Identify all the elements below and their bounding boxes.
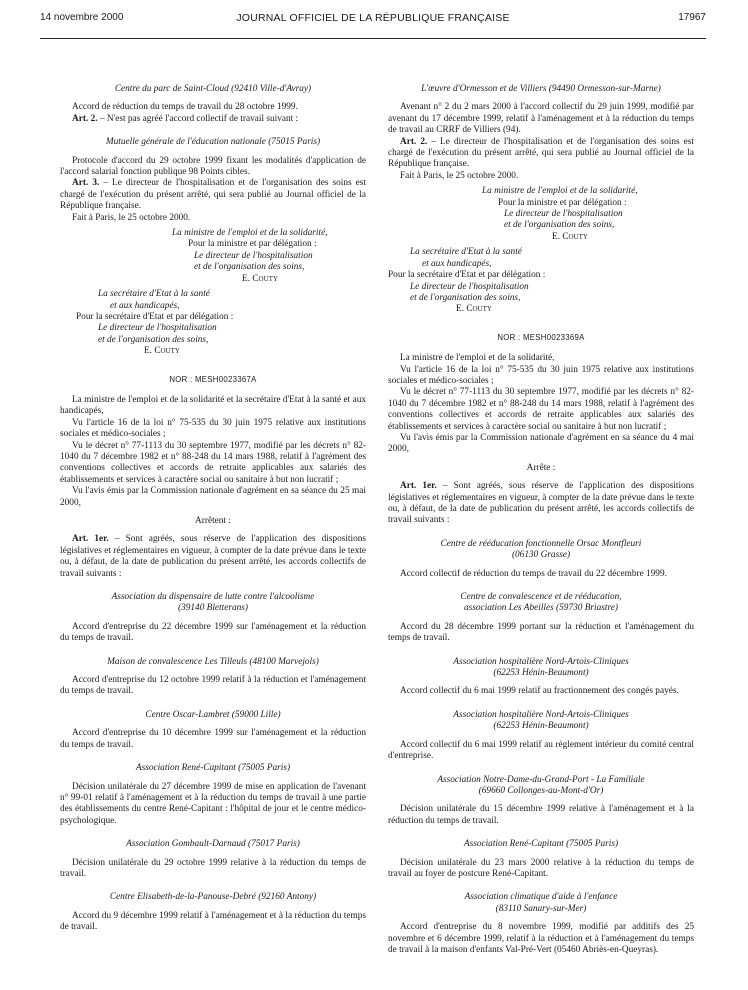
article-label: Art. 3. — [72, 178, 100, 189]
article-label: Art. 1er. — [400, 481, 437, 492]
paragraph: Accord d'entreprise du 10 décembre 1999 sur l'aménagement et la réduction du temps de travail. — [60, 728, 366, 750]
signature-line: Pour la ministre et par délégation : — [188, 239, 317, 250]
nor-reference: NOR : MESH0023369A — [497, 332, 585, 342]
signature-line: et aux handicapés, — [422, 258, 492, 269]
signature-line: et aux handicapés, — [110, 300, 180, 311]
establishment-title: Centre Oscar-Lambret (59000 Lille) — [145, 709, 281, 720]
paragraph: Décision unilatérale du 23 mars 2000 relative à la réduction du temps de travail au foyer de postcure René-Capitant. — [388, 857, 694, 879]
right-column — [388, 84, 694, 956]
paragraph: Décision unilatérale du 15 décembre 1999 relative à l'aménagement et à la réduction du temps de travail. — [388, 804, 694, 826]
establishment-title: Centre de rééducation fonctionnelle Orsac Montfleuri — [440, 538, 642, 549]
signature-line: et de l'organisation des soins, — [194, 262, 305, 273]
establishment-location: (62253 Hénin-Beaumont) — [493, 721, 589, 732]
arrete-heading: Arrête : — [526, 462, 556, 473]
signature-line: Le directeur de l'hospitalisation — [504, 209, 623, 220]
article-text: – Sont agréés, sous réserve de l'application des dispositions législatives et réglementaires en vigueur, à compter de la date prévue dans le texte ou, à défaut, de la date de publication du présent arrêté, les accords collectifs de travail suivants : — [60, 534, 366, 579]
paragraph: Accord d'entreprise du 8 novembre 1999, modifié par additifs des 25 novembre et 6 décembre 1999, relatif à la réduction et à l'aménagement du temps de travail à la maison d'enfants Val-Pré-Vert (05460 Abriès-en-Queyras). — [388, 922, 694, 955]
establishment-title: Mutuelle générale de l'éducation nationale (75015 Paris) — [105, 137, 321, 148]
paragraph: Accord collectif du 6 mai 1999 relatif au règlement intérieur du comité central d'entreprise. — [388, 739, 694, 762]
signature-line: Le directeur de l'hospitalisation — [410, 281, 529, 292]
article-2 — [388, 137, 694, 171]
paragraph: Accord du 28 décembre 1999 portant sur la réduction et l'aménagement du temps de travail. — [388, 621, 694, 644]
establishment-location: (83110 Sanary-sur-Mer) — [495, 903, 587, 914]
establishment-location: (06130 Grasse) — [511, 550, 571, 561]
signature-date: Fait à Paris, le 25 octobre 2000. — [72, 212, 191, 223]
signature-name: E. Couty — [144, 346, 180, 357]
article-2 — [60, 114, 366, 125]
paragraph: Décision unilatérale du 29 octobre 1999 relative à la réduction du temps de travail. — [60, 857, 366, 879]
signature-line: Pour la ministre et par délégation : — [498, 197, 627, 208]
establishment-title: Association du dispensaire de lutte contre l'alcoolisme — [111, 592, 315, 603]
establishment-location: (39140 Bletterans) — [178, 603, 248, 614]
paragraph: Accord d'entreprise du 22 décembre 1999 sur l'aménagement et la réduction du temps de travail. — [60, 621, 366, 644]
paragraph: Accord d'entreprise du 12 octobre 1999 relatif à la réduction et l'aménagement du temps de travail. — [60, 675, 366, 697]
signature-line: La ministre de l'emploi et de la solidarité, — [482, 186, 638, 197]
article-label: Art. 2. — [72, 113, 98, 124]
article-1 — [60, 534, 366, 580]
nor-reference: NOR : MESH0023367A — [169, 374, 257, 384]
establishment-location: association Les Abeilles (59730 Briastre) — [464, 603, 618, 614]
signature-line: La ministre de l'emploi et de la solidarité, — [172, 228, 328, 239]
signature-line: et de l'organisation des soins, — [98, 334, 209, 345]
establishment-title: Association René-Capitant (75005 Paris) — [135, 763, 291, 774]
signature-line: Le directeur de l'hospitalisation — [194, 250, 313, 261]
signature-name: E. Couty — [552, 231, 588, 242]
signature-line: Pour la secrétaire d'Etat et par délégation : — [76, 311, 234, 322]
establishment-title: Association hospitalière Nord-Artois-Cliniques — [453, 656, 629, 667]
article-text: – N'est pas agréé l'accord collectif de travail suivant : — [97, 113, 299, 124]
left-column — [60, 84, 366, 934]
article-label: Art. 2. — [400, 136, 428, 147]
signature-line: et de l'organisation des soins, — [504, 220, 615, 231]
preamble: La ministre de l'emploi et de la solidarité et la secrétaire d'Etat à la santé et aux handicapés, — [60, 394, 366, 417]
preamble: La ministre de l'emploi et de la solidarité, — [400, 353, 555, 364]
article-1 — [388, 481, 694, 527]
paragraph: Avenant n° 2 du 2 mars 2000 à l'accord collectif du 29 juin 1999, modifié par avenant du 17 décembre 1999, relatif à l'aménagement et à la réduction du temps de travail au CRRF de Villiers (94). — [388, 102, 694, 136]
paragraph: Accord collectif du 6 mai 1999 relatif au fractionnement des congés payés. — [400, 686, 679, 697]
signature-block — [60, 289, 366, 357]
signature-line: et de l'organisation des soins, — [410, 292, 521, 303]
visa: Vu l'avis émis par la Commission nationale d'agrément en sa séance du 25 mai 2000, — [60, 486, 366, 508]
signature-block — [388, 186, 694, 243]
header-title: JOURNAL OFFICIEL DE LA RÉPUBLIQUE FRANÇAISE — [236, 12, 510, 24]
signature-date: Fait à Paris, le 25 octobre 2000. — [400, 170, 519, 181]
signature-name: E. Couty — [242, 273, 278, 284]
establishment-title: Centre Elisabeth-de-la-Panouse-Debré (92160 Antony) — [109, 892, 317, 903]
article-text: – Le directeur de l'hospitalisation et de l'organisation des soins est chargé de l'exécution du présent arrêté, qui sera publié au Journal officiel de la République française. — [60, 178, 367, 212]
establishment-location: (62253 Hénin-Beaumont) — [493, 668, 589, 679]
signature-name: E. Couty — [456, 304, 492, 315]
visa: Vu le décret n° 77-1113 du 30 septembre 1977, modifié par les décrets n° 82-1040 du 7 décembre 1982 et n° 88-248 du 14 mars 1988, relatif à l'agrément des conventions collectives et accords de retraite applicables aux salariés des établissements et services à caractère social ou sanitaire à but non lucratif ; — [388, 387, 694, 432]
signature-block — [60, 228, 366, 285]
signature-block — [388, 247, 694, 315]
establishment-title: Association Gombault-Darnaud (75017 Paris) — [126, 839, 300, 850]
article-text: – Sont agréés, sous réserve de l'application des dispositions législatives et réglementaires en vigueur, à compter de la date prévue dans le texte ou, à défaut, de la date de publication du présent arrêté, les accords collectifs de travail suivants : — [388, 481, 694, 526]
signature-line: La secrétaire d'Etat à la santé — [410, 247, 522, 258]
establishment-title: L'œuvre d'Ormesson et de Villiers (94490 Ormesson-sur-Marne) — [421, 84, 661, 94]
establishment-location: (69660 Collonges-au-Mont-d'Or) — [478, 785, 604, 796]
establishment-title: Association climatique d'aide à l'enfance — [464, 892, 618, 903]
establishment-title: Association hospitalière Nord-Artois-Cliniques — [453, 709, 629, 720]
signature-line: La secrétaire d'Etat à la santé — [98, 289, 210, 300]
page-header — [40, 12, 706, 39]
visa: Vu l'article 16 de la loi n° 75-535 du 30 juin 1975 relative aux institutions sociales et médico-sociales ; — [388, 364, 694, 386]
visa: Vu l'article 16 de la loi n° 75-535 du 30 juin 1975 relative aux institutions sociales et médico-sociales ; — [60, 417, 366, 440]
paragraph: Décision unilatérale du 27 décembre 1999 de mise en application de l'avenant n° 99-01 relatif à l'aménagement et à la réduction du temps de travail à une partie des établissements du centre René-Capitant : l'hôpital de jour et le centre médico-psychologique. — [60, 781, 366, 826]
header-page-number: 17967 — [678, 12, 706, 23]
paragraph: Accord collectif de réduction du temps de travail du 22 décembre 1999. — [400, 568, 667, 579]
paragraph: Accord de réduction du temps de travail du 28 octobre 1999. — [72, 102, 298, 113]
paragraph: Protocole d'accord du 29 octobre 1999 fixant les modalités d'application de l'accord salarial fonction publique 98 Points cibles. — [60, 155, 366, 178]
establishment-title: Centre du parc de Saint-Cloud (92410 Ville-d'Avray) — [114, 84, 312, 94]
establishment-title: Association Notre-Dame-du-Grand-Port - La Familiale — [437, 774, 645, 785]
signature-line: Le directeur de l'hospitalisation — [98, 323, 217, 334]
establishment-title: Maison de convalescence Les Tilleuls (48100 Marvejols) — [107, 656, 319, 667]
article-label: Art. 1er. — [72, 534, 109, 545]
paragraph: Accord du 9 décembre 1999 relatif à l'aménagement et à la réduction du temps de travail. — [60, 910, 366, 933]
visa: Vu l'avis émis par la Commission nationale d'agrément en sa séance du 4 mai 2000, — [388, 432, 694, 455]
article-3 — [60, 178, 366, 212]
establishment-title: Association René-Capitant (75005 Paris) — [463, 839, 619, 850]
signature-line: Pour la secrétaire d'Etat et par délégation : — [388, 270, 546, 281]
establishment-title: Centre de convalescence et de rééducation, — [460, 592, 622, 603]
header-date: 14 novembre 2000 — [40, 12, 124, 23]
visa: Vu le décret n° 77-1113 du 30 septembre 1977, modifié par les décrets n° 82-1040 du 7 décembre 1982 et n° 88-248 du 14 mars 1988, relatif à l'agrément des conventions collectives et accords de retraite applicables aux salariés des établissements et services à caractère social ou sanitaire à but non lucratif ; — [60, 440, 366, 485]
arretent-heading: Arrêtent : — [195, 516, 231, 526]
article-text: – Le directeur de l'hospitalisation et de l'organisation des soins est chargé de l'exécution du présent arrêté, qui sera publié au Journal officiel de la République française. — [388, 136, 695, 170]
